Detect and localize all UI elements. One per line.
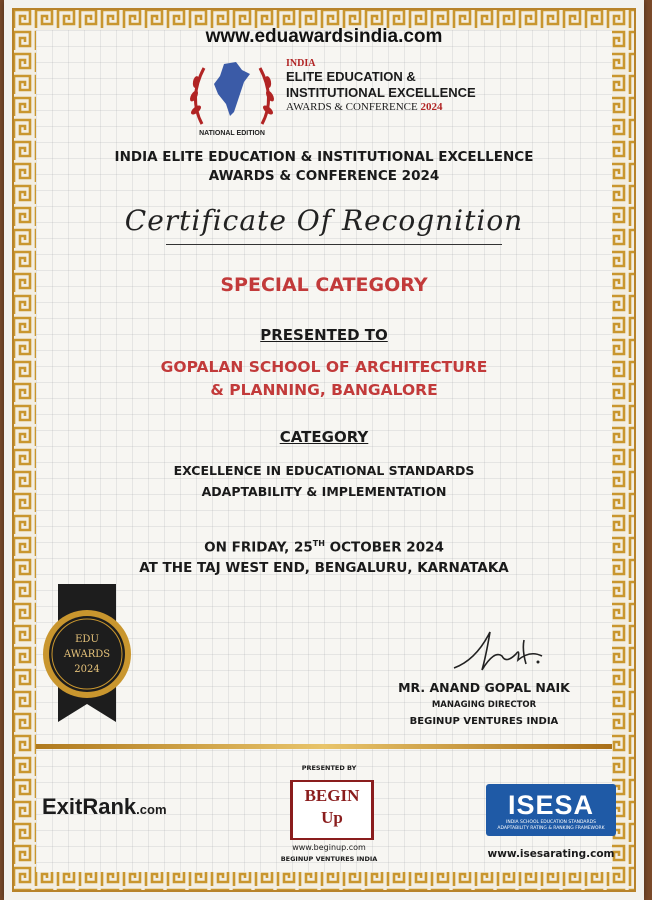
signer-role: MANAGING DIRECTOR: [431, 700, 537, 710]
edu-awards-badge: [40, 584, 134, 724]
exitrank-name: ExitRank: [42, 794, 137, 819]
beginup-org: [254, 853, 404, 865]
category-heading: CATEGORY: [279, 428, 369, 446]
certificate-title: Certificate Of Recognition: [124, 204, 524, 237]
exitrank-logo: [42, 794, 167, 820]
recipient-name: [36, 356, 612, 402]
gold-divider: [36, 744, 612, 749]
logo-awards-text: AWARDS & CONFERENCE: [286, 101, 418, 113]
event-date: [36, 534, 612, 558]
logo-year: 2024: [420, 101, 443, 113]
exitrank-domain: .com: [136, 802, 167, 817]
badge-line-1: EDU: [75, 634, 99, 645]
date-suffix-sup: TH: [312, 539, 325, 548]
category-line-2: ADAPTABILITY & IMPLEMENTATION: [201, 484, 447, 499]
isesa-logo: [486, 784, 616, 836]
date-prefix: ON FRIDAY, 25: [204, 539, 313, 556]
website-url: www.eduawardsindia.com: [205, 26, 443, 47]
event-title-line-2: AWARDS & CONFERENCE 2024: [208, 168, 440, 184]
category-line-1: EXCELLENCE IN EDUCATIONAL STANDARDS: [173, 463, 475, 478]
event-title-line-1: INDIA ELITE EDUCATION & INSTITUTIONAL EXCELLENCE: [114, 149, 534, 165]
national-edition-label: NATIONAL EDITION: [199, 130, 265, 137]
presented-to-label: PRESENTED TO: [260, 326, 388, 344]
certificate-page: [4, 0, 644, 900]
logo-india: INDIA: [286, 58, 316, 69]
event-date-venue: [36, 534, 612, 578]
recipient-line-1: GOPALAN SCHOOL OF ARCHITECTURE: [160, 358, 488, 376]
recipient-line-2: & PLANNING, BANGALORE: [210, 381, 438, 399]
badge-line-3: 2024: [74, 664, 100, 675]
certificate-body: [36, 26, 615, 872]
beginup-org-text: BEGINUP VENTURES INDIA: [280, 855, 378, 863]
logo-line-2: INSTITUTIONAL EXCELLENCE: [286, 85, 476, 100]
beginup-info: [254, 842, 404, 865]
badge-line-2: AWARDS: [63, 649, 111, 660]
beginup-top-text: BEGIN: [304, 786, 360, 805]
laurel-map-icon: [184, 54, 280, 134]
presented-by-label: PRESENTED BY: [301, 764, 357, 772]
event-logo: [184, 54, 504, 144]
signer-name: MR. ANAND GOPAL NAIK: [398, 680, 570, 695]
logo-line-1: ELITE EDUCATION &: [286, 69, 416, 84]
beginup-bottom-text: Up: [321, 808, 343, 827]
title-underline: [166, 244, 502, 245]
signer-block: [366, 680, 602, 727]
date-month-year: OCTOBER 2024: [324, 539, 444, 556]
beginup-url: www.beginup.com: [292, 843, 366, 852]
logo-line-3: [286, 101, 506, 113]
signer-org: BEGINUP VENTURES INDIA: [409, 716, 559, 727]
event-title: [36, 148, 612, 186]
category-description: [36, 460, 612, 502]
logo-text: [286, 58, 506, 113]
isesa-subtitle: INDIA SCHOOL EDUCATION STANDARDS ADAPTABILITY RATING & RANKING FRAMEWORK: [497, 820, 605, 831]
isesa-url: www.isesarating.com: [487, 848, 615, 860]
special-category: SPECIAL CATEGORY: [220, 274, 428, 296]
event-venue: AT THE TAJ WEST END, BENGALURU, KARNATAKA: [139, 559, 509, 576]
signature: [446, 620, 556, 680]
isesa-text: ISESA: [507, 790, 595, 820]
beginup-logo: [290, 780, 374, 840]
